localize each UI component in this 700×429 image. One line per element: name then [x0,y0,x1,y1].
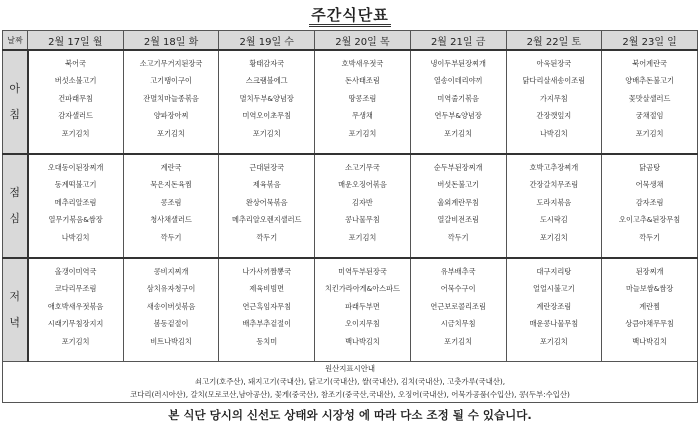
dish-item: 포기김치 [61,128,90,138]
dish-item: 포기김치 [539,336,568,346]
menu-cell [123,50,219,154]
dish-list [315,263,410,350]
menu-cell [410,154,506,258]
dish-item: 김자반 [352,197,373,207]
dish-item: 메추리알조림 [54,197,97,207]
meal-row [3,154,698,258]
dish-list [507,159,602,246]
dish-item: 나가사끼짬뽕국 [242,267,292,277]
dish-list [602,159,697,246]
dish-item: 무생채 [352,111,373,121]
dish-item: 양배추돈불고기 [625,76,674,86]
day-header: 2월 23일 일 [602,31,698,51]
dish-item: 간장갈치무조림 [529,180,579,190]
dish-item: 건파래무침 [58,93,93,103]
dish-item: 깍두기 [447,232,469,242]
menu-cell [506,154,602,258]
dish-item: 백나박김치 [345,336,380,346]
dish-list [315,159,410,246]
day-header: 2월 17일 월 [28,31,124,51]
dish-list [507,263,602,350]
dish-item: 오이고추&된장무침 [619,215,681,225]
dish-list [602,263,697,350]
dish-item: 애호박새우젓볶음 [47,301,104,311]
dish-item: 올갱이미역국 [54,267,97,277]
dish-list [124,55,219,142]
dish-item: 멸치두부&양념장 [239,93,294,103]
dish-item: 북어국 [65,59,87,68]
dish-item: 계란장조림 [536,301,572,311]
menu-cell [506,50,602,154]
dish-list [602,55,697,142]
dish-item: 포기김치 [252,128,281,138]
dish-item: 미역오이초무침 [242,111,292,121]
dish-item: 열갈비전조림 [437,215,479,225]
dish-item: 얼얼시불고기 [533,284,575,294]
day-header: 2월 21일 금 [410,31,506,51]
dish-list [411,263,506,350]
dish-item: 도라지볶음 [536,197,572,207]
dish-item: 어묵생채 [635,180,664,190]
dish-list [219,55,314,142]
dish-item: 소고기무거지된장국 [139,59,203,68]
dish-item: 나박김치 [539,128,568,138]
dish-item: 상큼야채무무침 [625,319,674,329]
dish-item: 콩나물무침 [345,215,380,225]
menu-cell [123,154,219,258]
date-header-row [3,31,698,51]
origin-line: 쇠고기(호주산), 돼지고기(국내산), 닭고기(국내산), 쌀(국내산), 김치(국내산), 고춧가루(국내산), [194,377,506,386]
dish-list [411,159,506,246]
menu-cell [315,50,411,154]
day-header: 2월 22일 토 [506,31,602,51]
dish-item: 오대동이된장찌개 [47,163,104,173]
dish-item: 연두부&양념장 [434,111,482,121]
dish-item: 파래두부면 [345,301,380,311]
dish-list [507,55,602,142]
dish-item: 동치미 [256,336,278,346]
meal-label-char: 점 [9,186,21,200]
origin-heading: 원산지표시안내 [325,364,375,373]
dish-item: 황태감자국 [249,59,285,68]
menu-cell [315,258,411,361]
page-title: 주간식단표 [0,4,700,25]
dish-item: 메추리알오렌지샐러드 [232,215,302,225]
dish-item: 소고기무국 [345,163,380,173]
dish-item: 깍두기 [639,232,661,242]
dish-item: 근대된장국 [249,163,285,173]
dish-item: 제육비빔면 [249,284,285,294]
dish-item: 연근흑임자무침 [242,301,292,311]
dish-item: 포기김치 [444,336,473,346]
menu-cell [219,154,315,258]
dish-item: 매운콩나물무침 [529,319,579,329]
dish-item: 계란찜 [639,301,661,311]
dish-item: 시래기무침장지지 [47,319,104,329]
dish-item: 감자샐러드 [58,111,93,121]
dish-list [124,159,219,246]
menu-cell [410,258,506,361]
dish-item: 마늘보쌈&쌈장 [625,284,674,294]
menu-cell [28,258,124,361]
dish-item: 아욱된장국 [536,59,572,68]
date-corner-label: 날짜 [3,31,28,51]
dish-item: 삼치유자청구이 [146,284,196,294]
dish-item: 버섯돈불고기 [437,180,479,190]
dish-item: 양파장아찌 [153,111,189,121]
dish-item: 스크램블에그 [245,76,288,86]
dish-item: 대구지리탕 [536,267,572,277]
dish-item: 열무기볶음&쌈장 [48,215,103,225]
dish-item: 깍두기 [160,232,182,242]
dish-item: 어묵수구이 [440,284,476,294]
dish-list [219,159,314,246]
dish-item: 궁채절임 [635,111,664,121]
dish-list [29,159,123,246]
dish-item: 연근보로콜리조림 [430,301,486,311]
dish-item: 미역줄기볶음 [437,93,479,103]
dish-item: 도시락김 [539,215,568,225]
meal-label-char: 녁 [9,316,21,330]
dish-item: 포기김치 [539,232,568,242]
menu-cell [506,258,602,361]
dish-list [29,263,123,350]
dish-item: 포기김치 [157,128,185,138]
dish-item: 순두부된장찌개 [433,163,483,173]
dish-item: 코다리무조림 [54,284,97,294]
dish-item: 계란국 [160,163,182,173]
day-header: 2월 18일 화 [123,31,219,51]
dish-item: 포기김치 [348,232,377,242]
dish-list [315,55,410,142]
day-header: 2월 19일 수 [219,31,315,51]
menu-cell [315,154,411,258]
dish-item: 콩비지찌개 [153,267,189,277]
dish-item: 포기김치 [635,128,664,138]
dish-item: 매운오징어볶음 [338,180,387,190]
dish-item: 버섯소불고기 [54,76,97,86]
menu-cell [602,154,698,258]
dish-item: 완상어묵볶음 [245,197,288,207]
dish-item: 울외계란무침 [437,197,479,207]
dish-item: 냉이두부된장찌개 [430,59,486,68]
menu-cell [219,258,315,361]
meal-label-char: 침 [9,108,21,121]
origin-notice [2,362,698,403]
dish-item: 비트나박김치 [150,336,192,346]
dish-item: 오이지무침 [345,319,380,329]
dish-item: 콩조림 [160,197,182,207]
dish-item: 된장찌개 [635,267,664,277]
dish-list [219,263,314,350]
menu-cell [28,154,124,258]
dish-item: 포기김치 [444,128,473,138]
dish-item: 북어계란국 [632,59,667,68]
dish-item: 잔멸치마늘종볶음 [143,93,199,103]
dish-item: 간장깻잎지 [536,111,572,121]
dish-item: 호박고추장찌개 [529,163,579,173]
dish-item: 새송이버섯볶음 [146,301,196,311]
dish-item: 동계떡불고기 [54,180,97,190]
dish-item: 열송이데리야끼 [433,76,483,86]
menu-cell [602,50,698,154]
dish-item: 닭곰탕 [639,163,661,173]
origin-line: 코다리(러시아산), 갈치(모로코산,남아공산), 꽃게(중국산), 참조기(중국산,국내산), 오징어(국내산), 어묵가공품(수입산), 콩(두부:수입산) [130,390,570,399]
menu-cell [602,258,698,361]
dish-item: 깍두기 [256,232,278,242]
dish-item: 꽃맛살샐러드 [628,93,671,103]
dish-item: 청사채샐러드 [150,215,192,225]
dish-item: 닭다리살새송이조림 [522,76,586,86]
dish-item: 땅콩조림 [348,93,377,103]
meal-row [3,50,698,154]
dish-item: 감자조림 [635,197,664,207]
dish-item: 봄동겉절이 [153,319,189,329]
dish-item: 묵은지돈육찜 [150,180,192,190]
dish-item: 포기김치 [348,128,377,138]
meal-label [3,258,28,361]
dish-item: 돈사태조림 [345,76,380,86]
dish-list [124,263,219,350]
dish-list [411,55,506,142]
menu-cell [28,50,124,154]
meal-label-char: 심 [9,212,21,226]
meal-label-char: 저 [9,290,21,304]
dish-item: 가지무침 [539,93,568,103]
dish-item: 시금치무침 [440,319,476,329]
weekly-menu-table [2,30,698,362]
menu-cell [123,258,219,361]
dish-item: 제육볶음 [252,180,281,190]
meal-label [3,50,28,154]
meal-label-char: 아 [9,82,21,95]
menu-cell [219,50,315,154]
meal-label [3,154,28,258]
dish-item: 미역두부된장국 [338,267,387,277]
dish-item: 포기김치 [61,336,90,346]
dish-list [29,55,123,142]
adjustment-notice: 본 식단 당시의 신선도 상태와 시장성 에 따라 다소 조정 될 수 있습니다. [168,408,532,422]
dish-item: 배추부추겉절이 [242,319,292,329]
day-header: 2월 20일 목 [315,31,411,51]
dish-item: 고기땡이구이 [150,76,192,86]
menu-cell [410,50,506,154]
dish-item: 나박김치 [61,232,90,242]
dish-item: 치킨가라아게&아스파드 [324,284,400,294]
dish-item: 유부배추국 [440,267,476,277]
meal-row [3,258,698,361]
dish-item: 호박새우젓국 [341,59,384,68]
dish-item: 백나박김치 [632,336,667,346]
